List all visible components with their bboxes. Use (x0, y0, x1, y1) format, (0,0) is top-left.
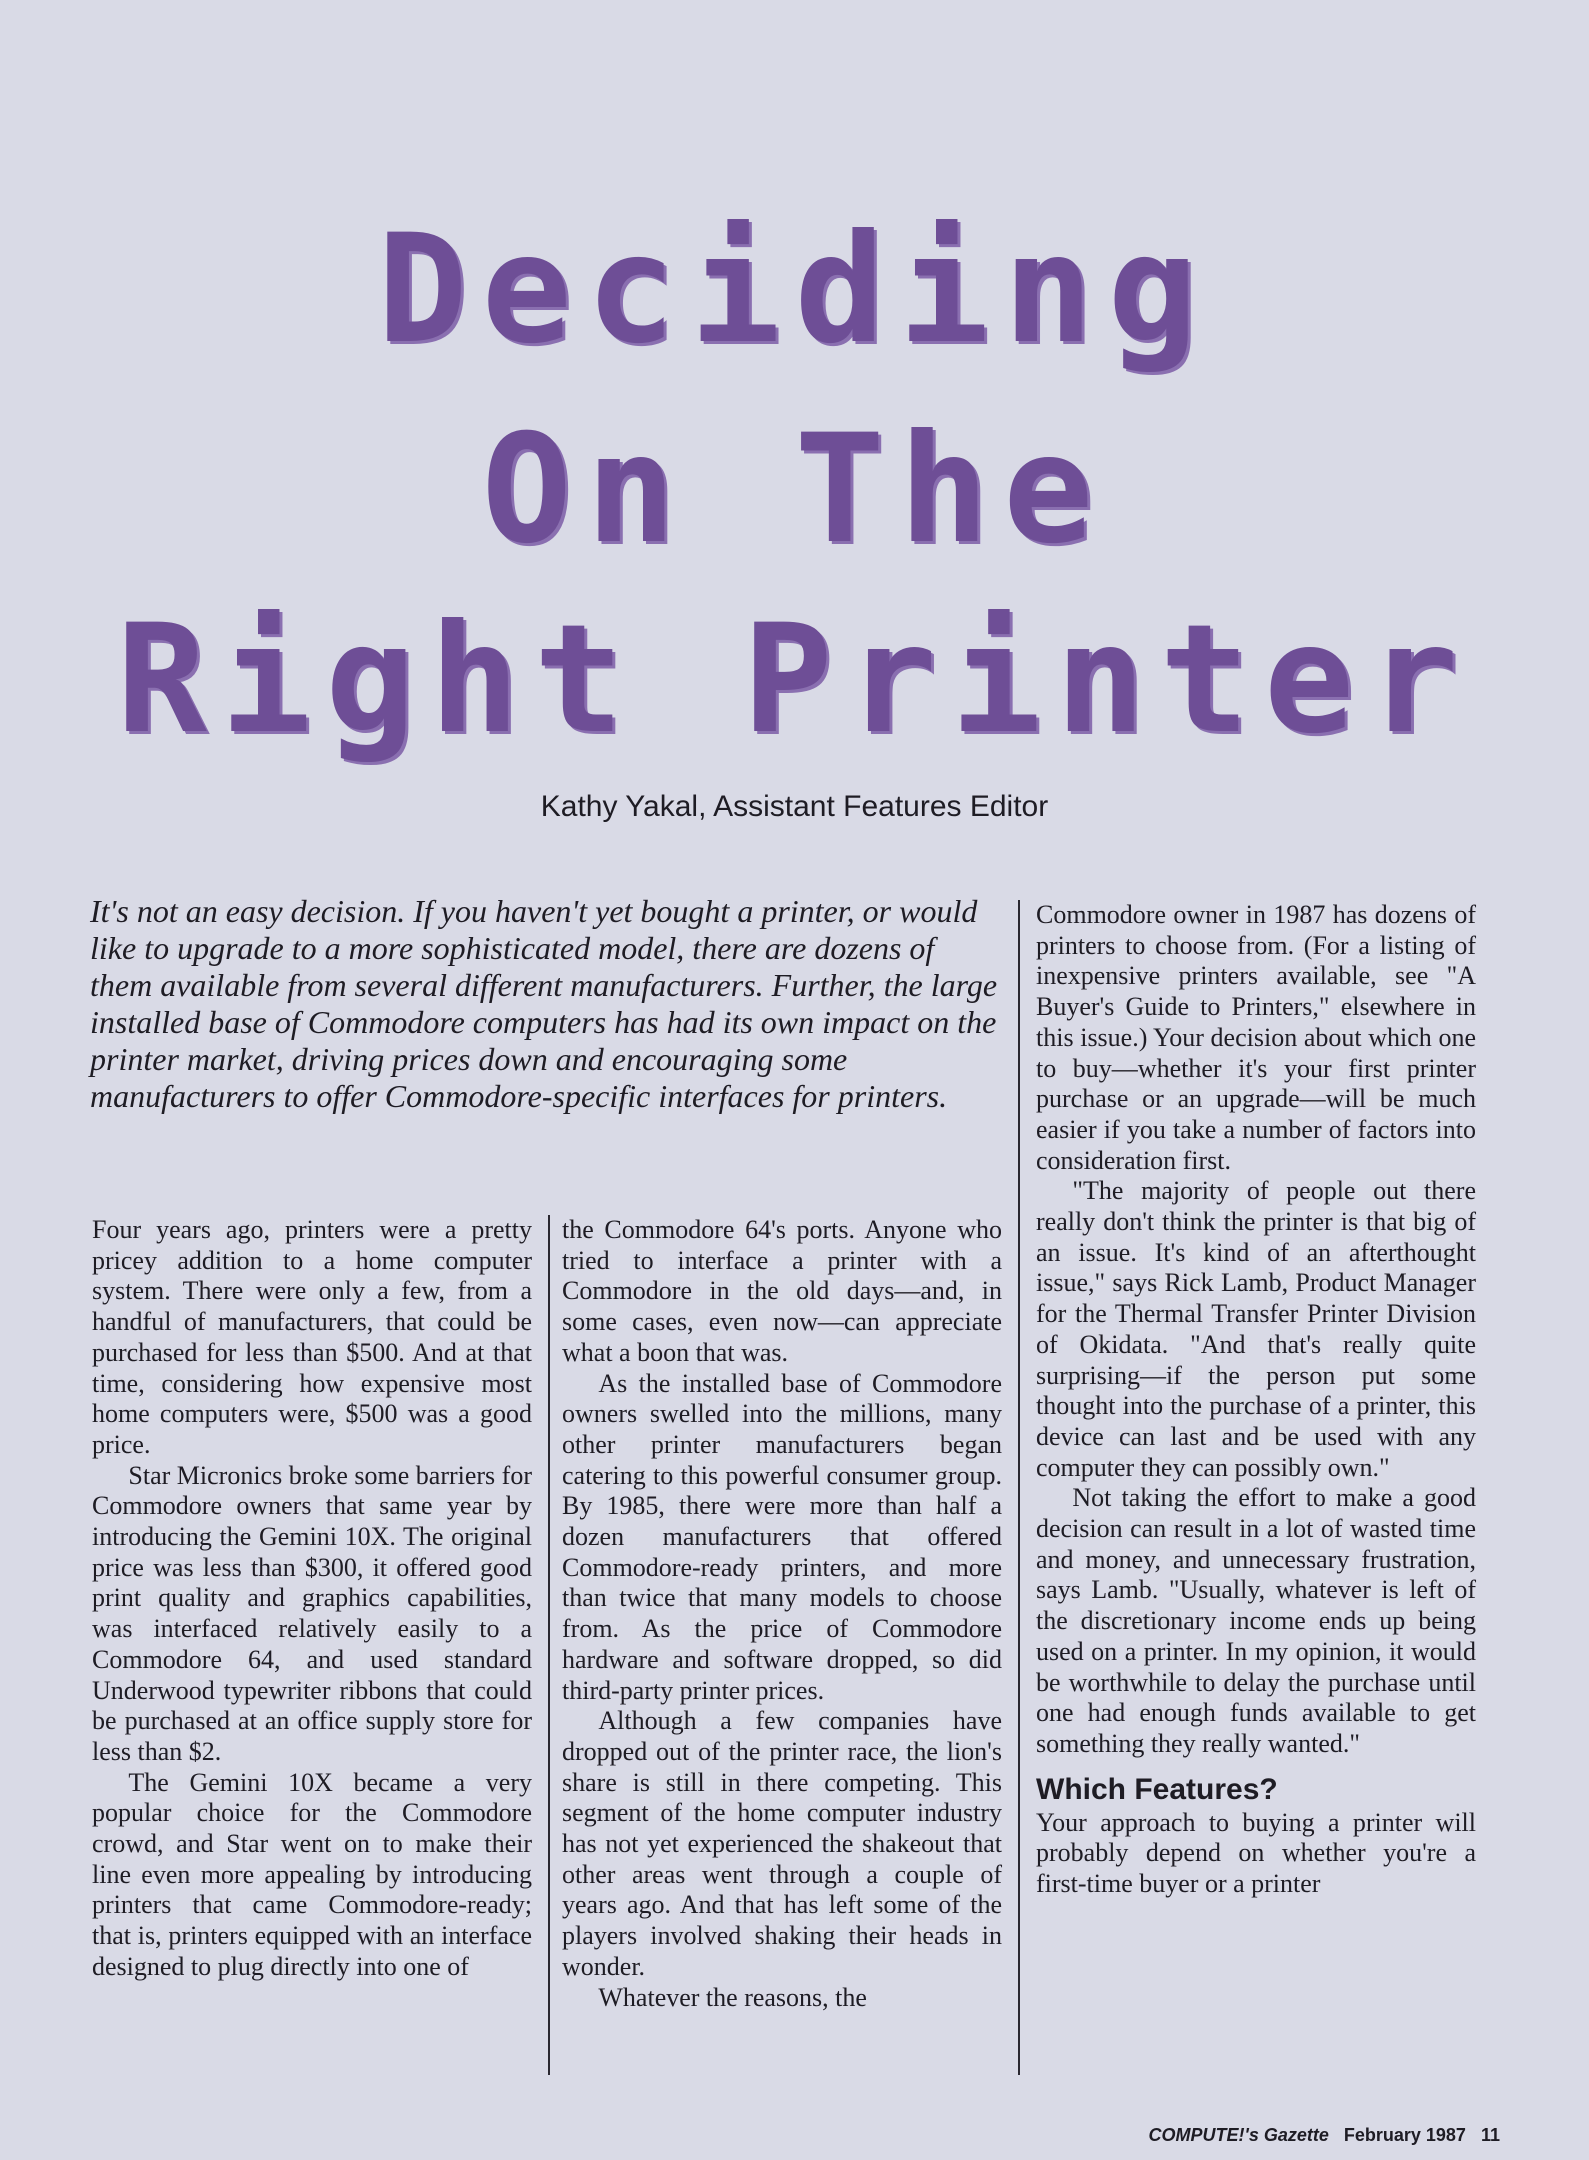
paragraph: Four years ago, printers were a pretty pricey addition to a home computer system. There were only a few, from a handful of manufacturers, that could be purchased for less than $500. And at that time, considering how expensive most home computers were, $500 was a good price. (92, 1215, 532, 1459)
publication-name: COMPUTE!'s Gazette (1148, 2125, 1329, 2145)
section-heading: Which Features? (1036, 1772, 1278, 1806)
paragraph: Star Micronics broke some barriers for Commodore owners that same year by introducing the Gemini 10X. The original price was less than $300, it offered good print quality and graphics capabilities, was interfaced relatively easily to a Commodore 64, and used standard Underwood typewriter ribbons that could be purchased at an office supply store for less than $2. (92, 1460, 532, 1766)
page-number: 11 (1480, 2125, 1500, 2145)
title-line-2: On The (481, 403, 1108, 577)
paragraph: the Commodore 64's ports. Anyone who tried to interface a printer with a Commodore in the old days—and, in some cases, even now—can appreciate what a boon that was. (562, 1215, 1002, 1367)
column-3 (1036, 900, 1476, 1900)
column-2 (562, 1215, 1002, 2013)
intro-deck: It's not an easy decision. If you haven't yet bought a printer, or would like to upgrade to a more sophisticated model, there are dozens of them available from several different manufacturers. Further, the large installed base of Commodore computers has had its own impact on the printer market, driving prices down and encouraging some manufacturers to offer Commodore-specific interfaces for printers. (90, 893, 998, 1114)
column-rule-2 (1018, 900, 1020, 2075)
paragraph: "The majority of people out there really don't think the printer is that big of an issue. It's kind of an afterthought issue," says Rick Lamb, Product Manager for the Thermal Transfer Printer Division of Okidata. "And that's really quite surprising—if the person put some thought into the purchase of a printer, this device can last and be used with any computer they can possibly own." (1036, 1176, 1476, 1482)
column-1 (92, 1215, 532, 1983)
paragraph: Although a few companies have dropped out of the printer race, the lion's share is still in there competing. This segment of the home computer industry has not yet experienced the shakeout that other areas went through a couple of years ago. And that has left some of the players involved shaking their heads in wonder. (562, 1706, 1002, 1981)
paragraph: As the installed base of Commodore owners swelled into the millions, many other printer manufacturers began catering to this powerful consumer group. By 1985, there were more than half a dozen manufacturers that offered Commodore-ready printers, and more than twice that many models to choose from. As the price of Commodore hardware and software dropped, so did third-party printer prices. (562, 1368, 1002, 1705)
paragraph: Whatever the reasons, the (598, 1982, 867, 2012)
paragraph: The Gemini 10X became a very popular choice for the Commodore crowd, and Star went on to make their line even more appealing by introducing printers that came Commodore-ready; that is, printers equipped with an interface designed to plug directly into one of (92, 1767, 532, 1981)
paragraph: Your approach to buying a printer will probably depend on whether you're a first-time buyer or a printer (1036, 1807, 1476, 1899)
title-line-1: Deciding (377, 203, 1212, 377)
paragraph: Not taking the effort to make a good decision can result in a lot of wasted time and money, and unnecessary frustration, says Lamb. "Usually, whatever is left of the discretionary income ends up being used on a printer. In my opinion, it would be worthwhile to delay the purchase until one had enough funds available to get something they really wanted." (1036, 1483, 1476, 1758)
title-line-3: Right Printer (116, 593, 1473, 767)
column-rule-1 (548, 1215, 550, 2075)
byline: Kathy Yakal, Assistant Features Editor (540, 790, 1049, 823)
paragraph: Commodore owner in 1987 has dozens of printers to choose from. (For a listing of inexpensive printers available, see "A Buyer's Guide to Printers," elsewhere in this issue.) Your decision about which one to buy—whether it's your first printer purchase or an upgrade—will be much easier if you take a number of factors into consideration first. (1036, 900, 1476, 1175)
page-footer (1100, 2125, 1500, 2146)
issue-date: February 1987 (1343, 2125, 1466, 2145)
